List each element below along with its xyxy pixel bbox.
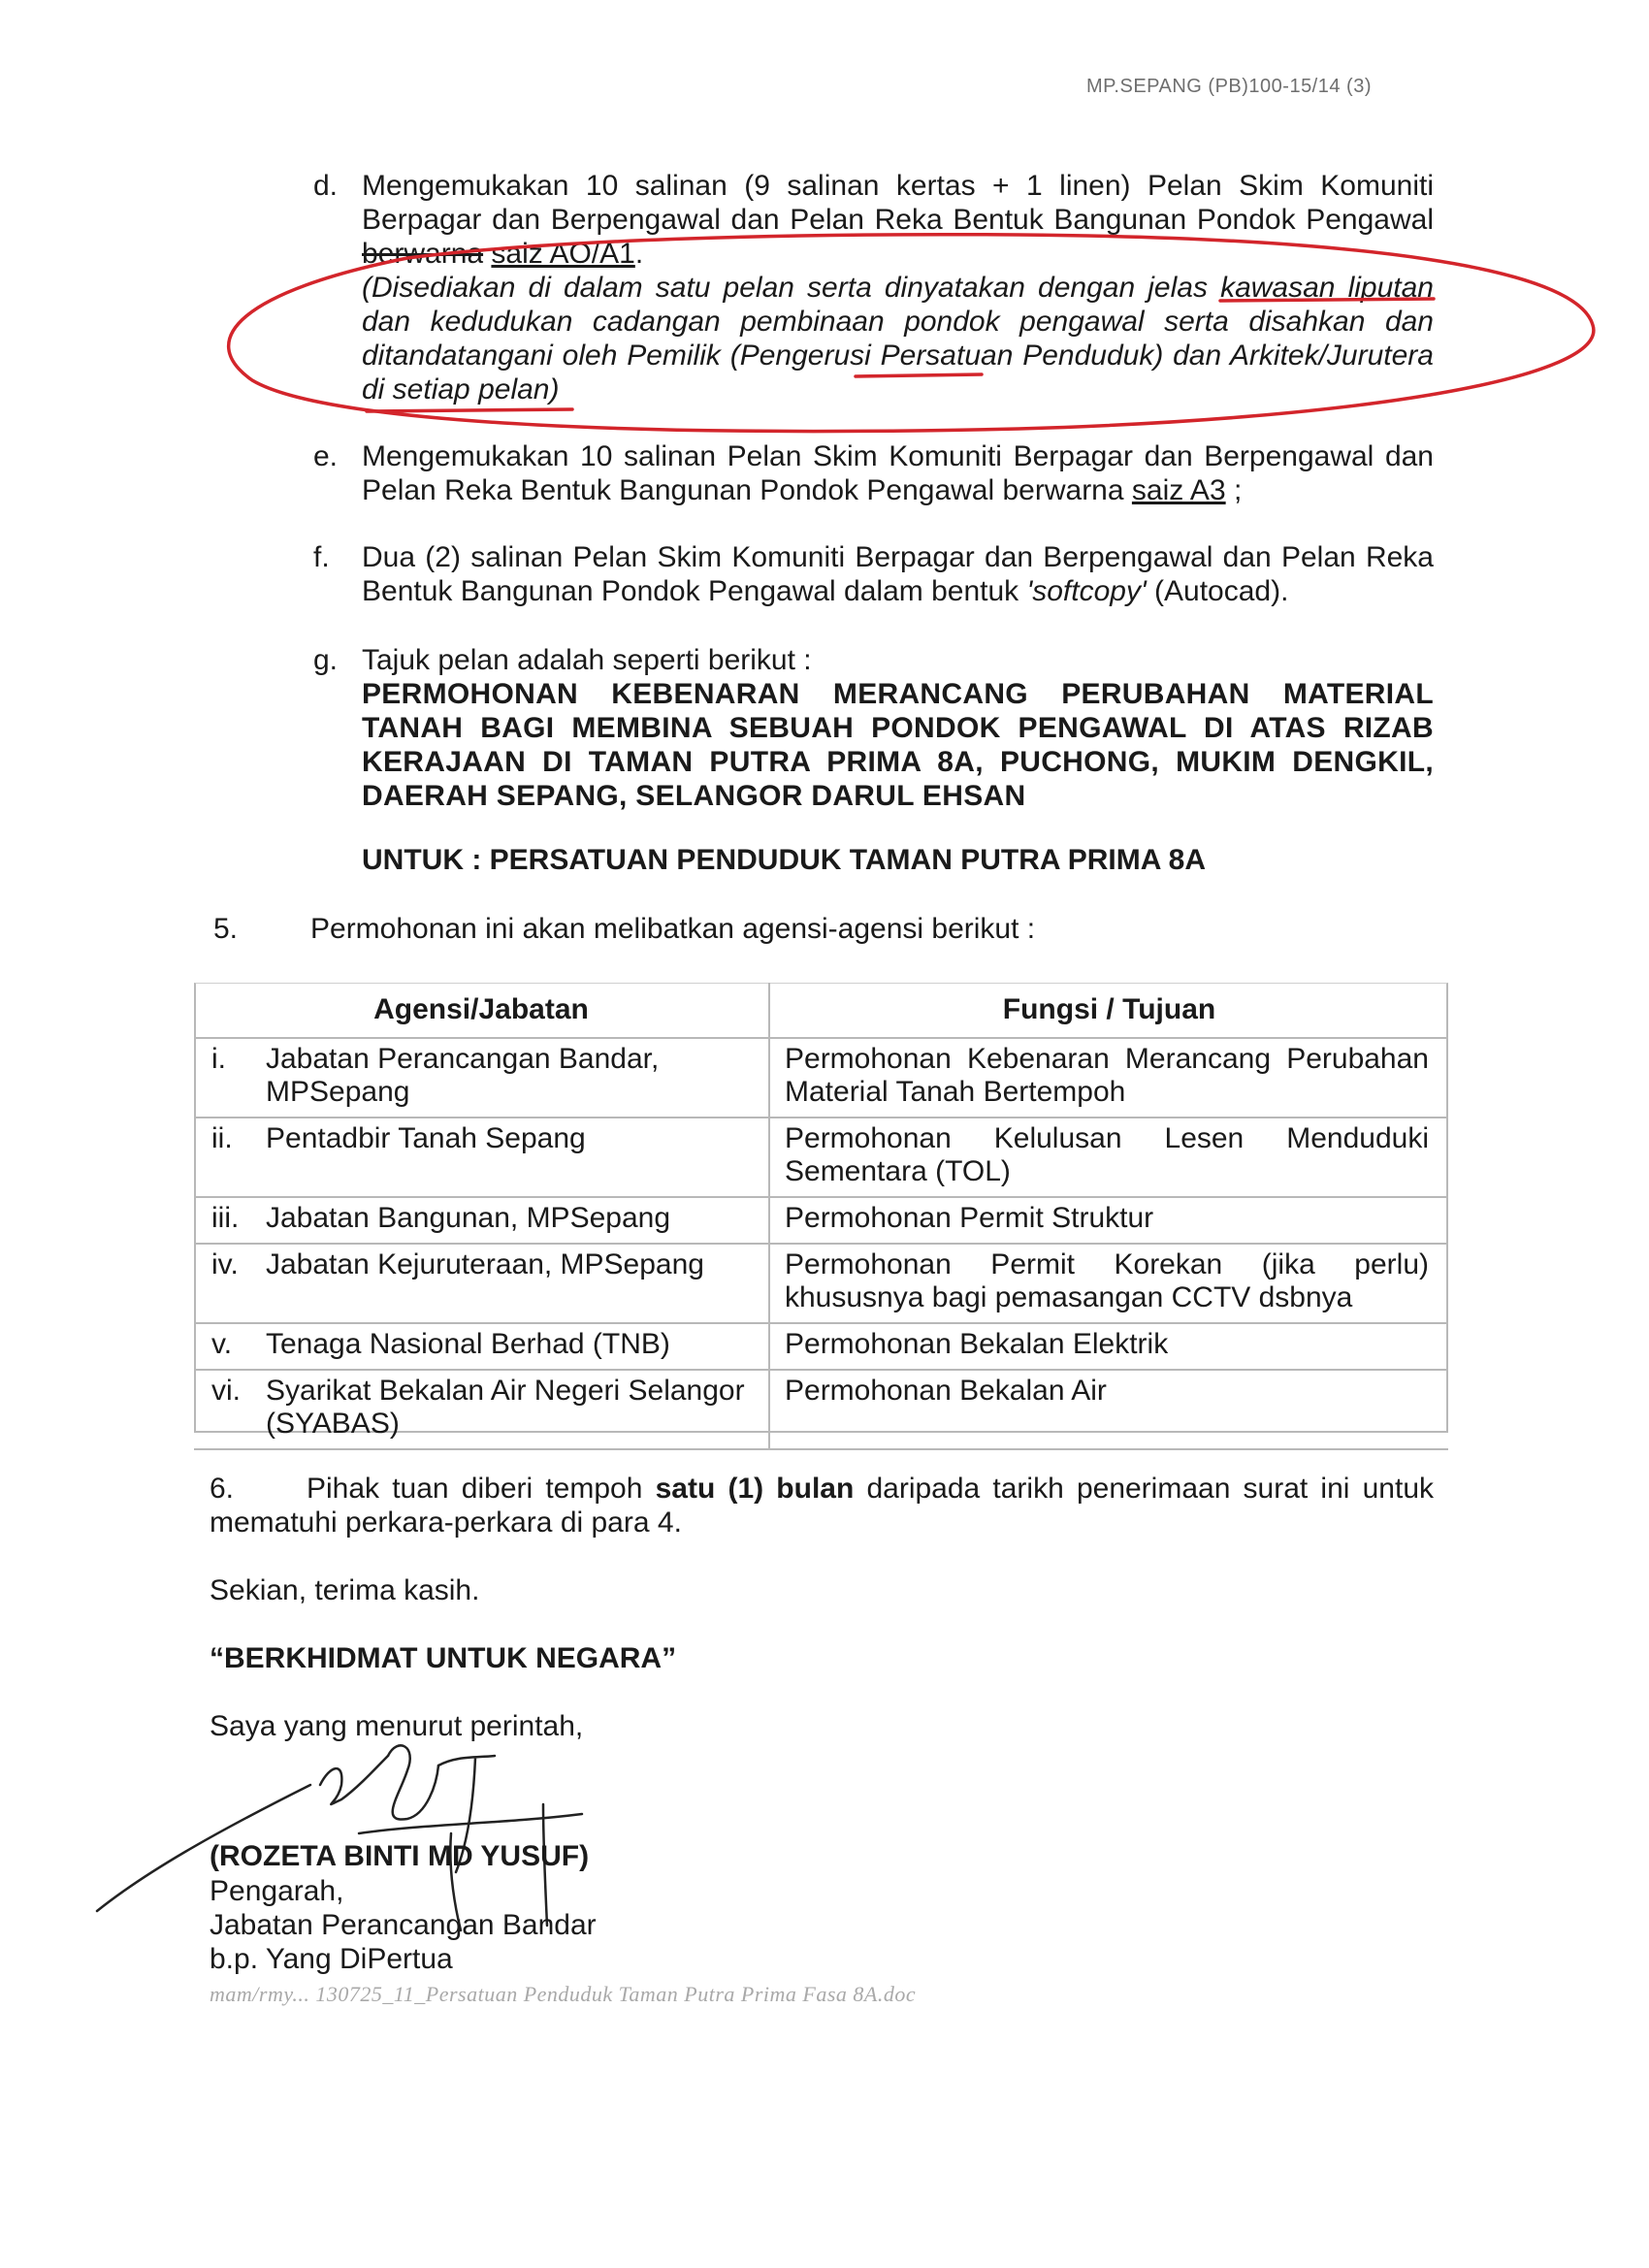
item-g-marker: g. [313,644,339,676]
para-6-text-a: Pihak tuan diberi tempoh [307,1473,643,1505]
plan-title-line: KERAJAAN DI TAMAN PUTRA PRIMA 8A, PUCHONG, MUKIM DENGKIL, [362,746,1434,778]
item-d-note-part-2: dan kedudukan cadangan pembinaan pondok pengawal serta disahkan dan ditandatangani oleh Pemilik ( [362,306,1434,372]
reference-number: MP.SEPANG (PB)100-15/14 (3) [1086,76,1372,97]
item-e-text-a: Mengemukakan 10 salinan Pelan Skim Komuniti Berpagar dan Berpengawal dan Pelan Reka Bentuk Bangunan Pondok Pengawal berwarna [362,440,1434,506]
header-function: Fungsi / Tujuan [769,983,1448,1038]
closing-text: Sekian, terima kasih. [210,1574,480,1606]
item-d-period: . [634,238,644,270]
para-6-bold: satu (1) bulan [655,1473,855,1505]
table-row [194,1038,1448,1118]
motto: “BERKHIDMAT UNTUK NEGARA” [210,1642,677,1674]
table-row [194,1118,1448,1197]
para-6-text-b: daripada tarikh penerimaan surat ini untuk mematuhi perkara-perkara di para 4. [210,1473,1435,1539]
plan-title-line: PERMOHONAN KEBENARAN MERANCANG PERUBAHAN MATERIAL [362,678,1434,710]
para-5-number: 5. [213,913,239,945]
row-number: vi. [194,1370,260,1449]
item-d-saiz: saiz AO/A1 [491,238,635,270]
row-number: ii. [194,1118,260,1197]
para-6-number: 6. [210,1473,235,1505]
item-d-note-pengerusi: Pengerusi [739,340,871,372]
plan-title [362,677,1434,813]
item-g-text: Tajuk pelan adalah seperti berikut : [362,644,812,676]
row-function: Permohonan Kebenaran Merancang Perubahan Material Tanah Bertempoh [769,1038,1448,1118]
row-agency: Jabatan Perancangan Bandar, MPSepang [260,1038,769,1118]
row-agency: Tenaga Nasional Berhad (TNB) [260,1323,769,1370]
signatory-name: (ROZETA BINTI MD YUSUF) [210,1840,590,1872]
signatory-dept: Jabatan Perancangan Bandar [210,1909,597,1941]
item-d-note-part-1: (Disediakan di dalam satu pelan serta dinyatakan dengan jelas [362,272,1208,304]
agencies-table [194,983,1448,1450]
signatory-title: Pengarah, [210,1875,344,1907]
row-agency: Jabatan Bangunan, MPSepang [260,1197,769,1244]
table-row [194,1244,1448,1323]
item-e-saiz: saiz A3 [1131,474,1226,506]
row-function: Permohonan Bekalan Air [769,1370,1448,1449]
plan-untuk: UNTUK : PERSATUAN PENDUDUK TAMAN PUTRA PRIMA 8A [362,844,1206,876]
signoff: Saya yang menurut perintah, [210,1710,584,1742]
para-5-text: Permohonan ini akan melibatkan agensi-agensi berikut : [310,913,1036,945]
item-e-marker: e. [313,440,339,472]
item-f-softcopy: 'softcopy' [1026,575,1147,607]
table-row [194,1370,1448,1449]
header-agency: Agensi/Jabatan [194,983,769,1038]
row-function: Permohonan Permit Korekan (jika perlu) khususnya bagi pemasangan CCTV dsbnya [769,1244,1448,1323]
item-f-text-a: Dua (2) salinan Pelan Skim Komuniti Berpagar dan Berpengawal dan Pelan Reka Bentuk Bangunan Pondok Pengawal dalam bentuk [362,541,1434,607]
plan-title-line: DAERAH SEPANG, SELANGOR DARUL EHSAN [362,780,1026,812]
table-row [194,1197,1448,1244]
item-f-text-b: (Autocad). [1146,575,1289,607]
underline-arkitek [367,409,572,411]
row-function: Permohonan Bekalan Elektrik [769,1323,1448,1370]
item-f-marker: f. [313,541,330,573]
item-d-marker: d. [313,170,339,202]
row-number: i. [194,1038,260,1118]
item-f-text [362,540,1434,608]
row-function: Permohonan Kelulusan Lesen Menduduki Sementara (TOL) [769,1118,1448,1197]
item-d-line-2: Berpagar dan Berpengawal dan Pelan Reka Bentuk Bangunan Pondok Pengawal [362,204,1434,236]
file-reference: mam/rmy... 130725_11_Persatuan Penduduk Taman Putra Prima Fasa 8A.doc [210,1982,917,2006]
row-agency: Pentadbir Tanah Sepang [260,1118,769,1197]
table-header-row [194,983,1448,1038]
item-d-note-kawasan: kawasan liputan [1220,272,1434,304]
row-agency: Jabatan Kejuruteraan, MPSepang [260,1244,769,1323]
row-number: v. [194,1323,260,1370]
row-function: Permohonan Permit Struktur [769,1197,1448,1244]
item-d-note-part-3: Persatuan Penduduk) dan [870,340,1222,372]
row-number: iii. [194,1197,260,1244]
row-agency: Syarikat Bekalan Air Negeri Selangor (SYABAS) [260,1370,769,1449]
item-d-berwarna: berwarna [362,238,484,270]
row-number: iv. [194,1244,260,1323]
item-d-note-arkitek: Arkitek/Jurutera [1229,340,1434,372]
red-ellipse-annotation [229,235,1594,432]
underline-kawasan-liputan [1220,299,1434,301]
item-e-text-c: ; [1225,474,1243,506]
item-d-note-part-4: di setiap pelan) [362,373,560,405]
plan-title-line: TANAH BAGI MEMBINA SEBUAH PONDOK PENGAWAL DI ATAS RIZAB [362,712,1434,744]
item-e-text [362,439,1434,507]
table-row [194,1323,1448,1370]
item-d-line-1: Mengemukakan 10 salinan (9 salinan kertas + 1 linen) Pelan Skim Komuniti [362,170,1434,202]
para-6 [210,1472,1434,1539]
signatory-for: b.p. Yang DiPertua [210,1943,453,1975]
underline-pengerusi [856,374,982,376]
